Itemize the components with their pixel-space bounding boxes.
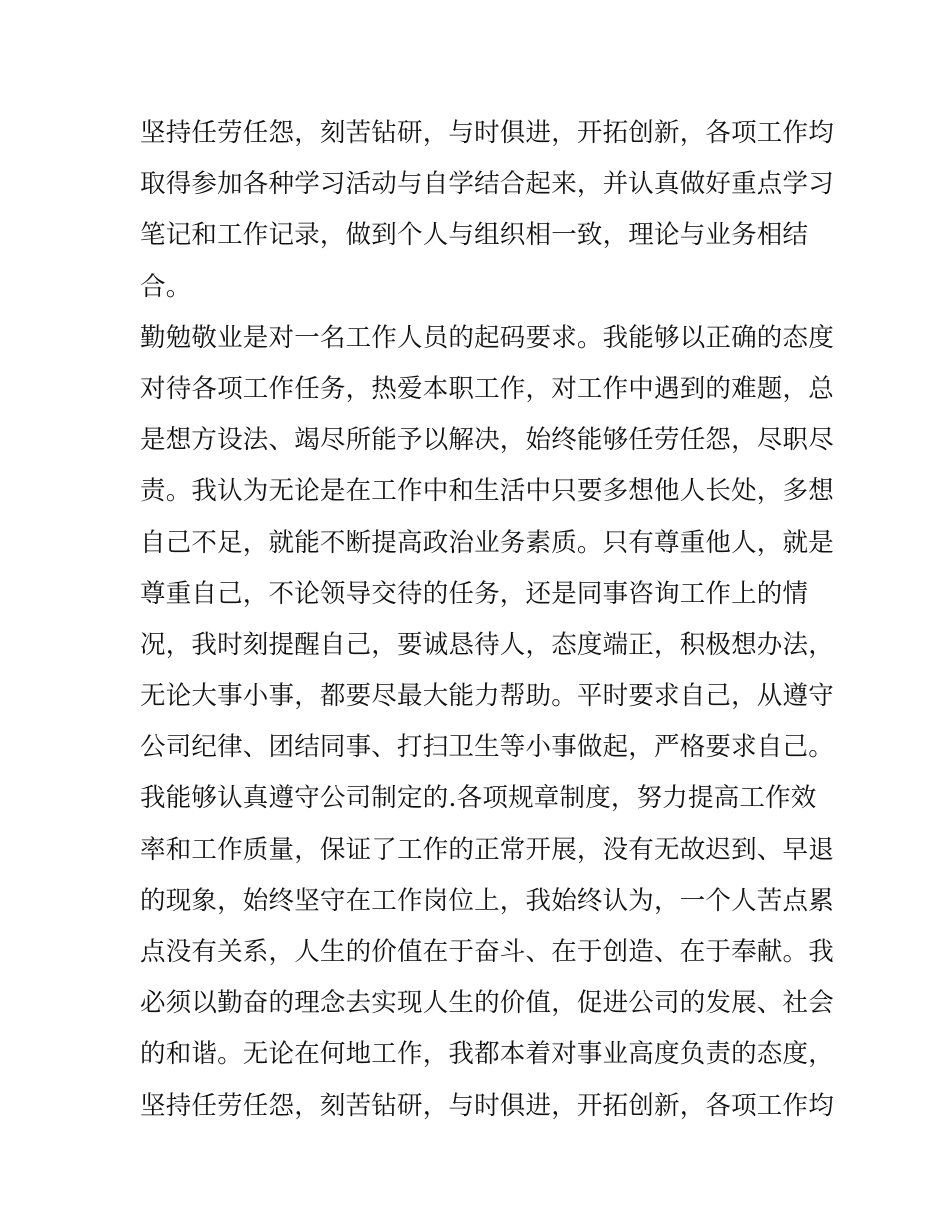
text-line: 合。 [140, 271, 192, 302]
text-line: 的和谐。无论在何地工作，我都本着对事业高度负责的态度， [140, 1039, 834, 1070]
text-line: 是想方设法、竭尽所能予以解决，始终能够任劳任怨，尽职尽 [140, 425, 834, 456]
text-line: 对待各项工作任务，热爱本职工作，对工作中遇到的难题，总 [140, 373, 834, 404]
text-line: 责。我认为无论是在工作中和生活中只要多想他人长处，多想 [140, 476, 834, 507]
text-line: 取得参加各种学习活动与自学结合起来，并认真做好重点学习 [140, 169, 834, 200]
text-line: 点没有关系，人生的价值在于奋斗、在于创造、在于奉献。我 [140, 937, 834, 967]
text-line: 率和工作质量，保证了工作的正常开展，没有无故迟到、早退 [140, 834, 834, 865]
text-line: 况，我时刻提醒自己，要诚恳待人，态度端正，积极想办法， [140, 629, 834, 660]
text-line: 笔记和工作记录，做到个人与组织相一致，理论与业务相结 [140, 220, 809, 251]
text-line: 坚持任劳任怨，刻苦钻研，与时俱进，开拓创新，各项工作均 [140, 118, 834, 148]
text-line: 勤勉敬业是对一名工作人员的起码要求。我能够以正确的态度 [140, 322, 834, 353]
text-line: 尊重自己，不论领导交待的任务，还是同事咨询工作上的情 [140, 578, 809, 609]
text-line: 必须以勤奋的理念去实现人生的价值，促进公司的发展、社会 [140, 988, 834, 1019]
text-line: 我能够认真遵守公司制定的.各项规章制度，努力提高工作效 [140, 783, 817, 814]
text-line: 公司纪律、团结同事、打扫卫生等小事做起，严格要求自己。 [140, 732, 834, 763]
text-line: 的现象，始终坚守在工作岗位上，我始终认为，一个人苦点累 [140, 885, 834, 916]
body-text [140, 108, 834, 1132]
text-line: 自己不足，就能不断提高政治业务素质。只有尊重他人，就是 [140, 527, 834, 558]
text-line: 无论大事小事，都要尽最大能力帮助。平时要求自己，从遵守 [140, 681, 834, 712]
text-line: 坚持任劳任怨，刻苦钻研，与时俱进，开拓创新，各项工作均 [140, 1090, 834, 1121]
